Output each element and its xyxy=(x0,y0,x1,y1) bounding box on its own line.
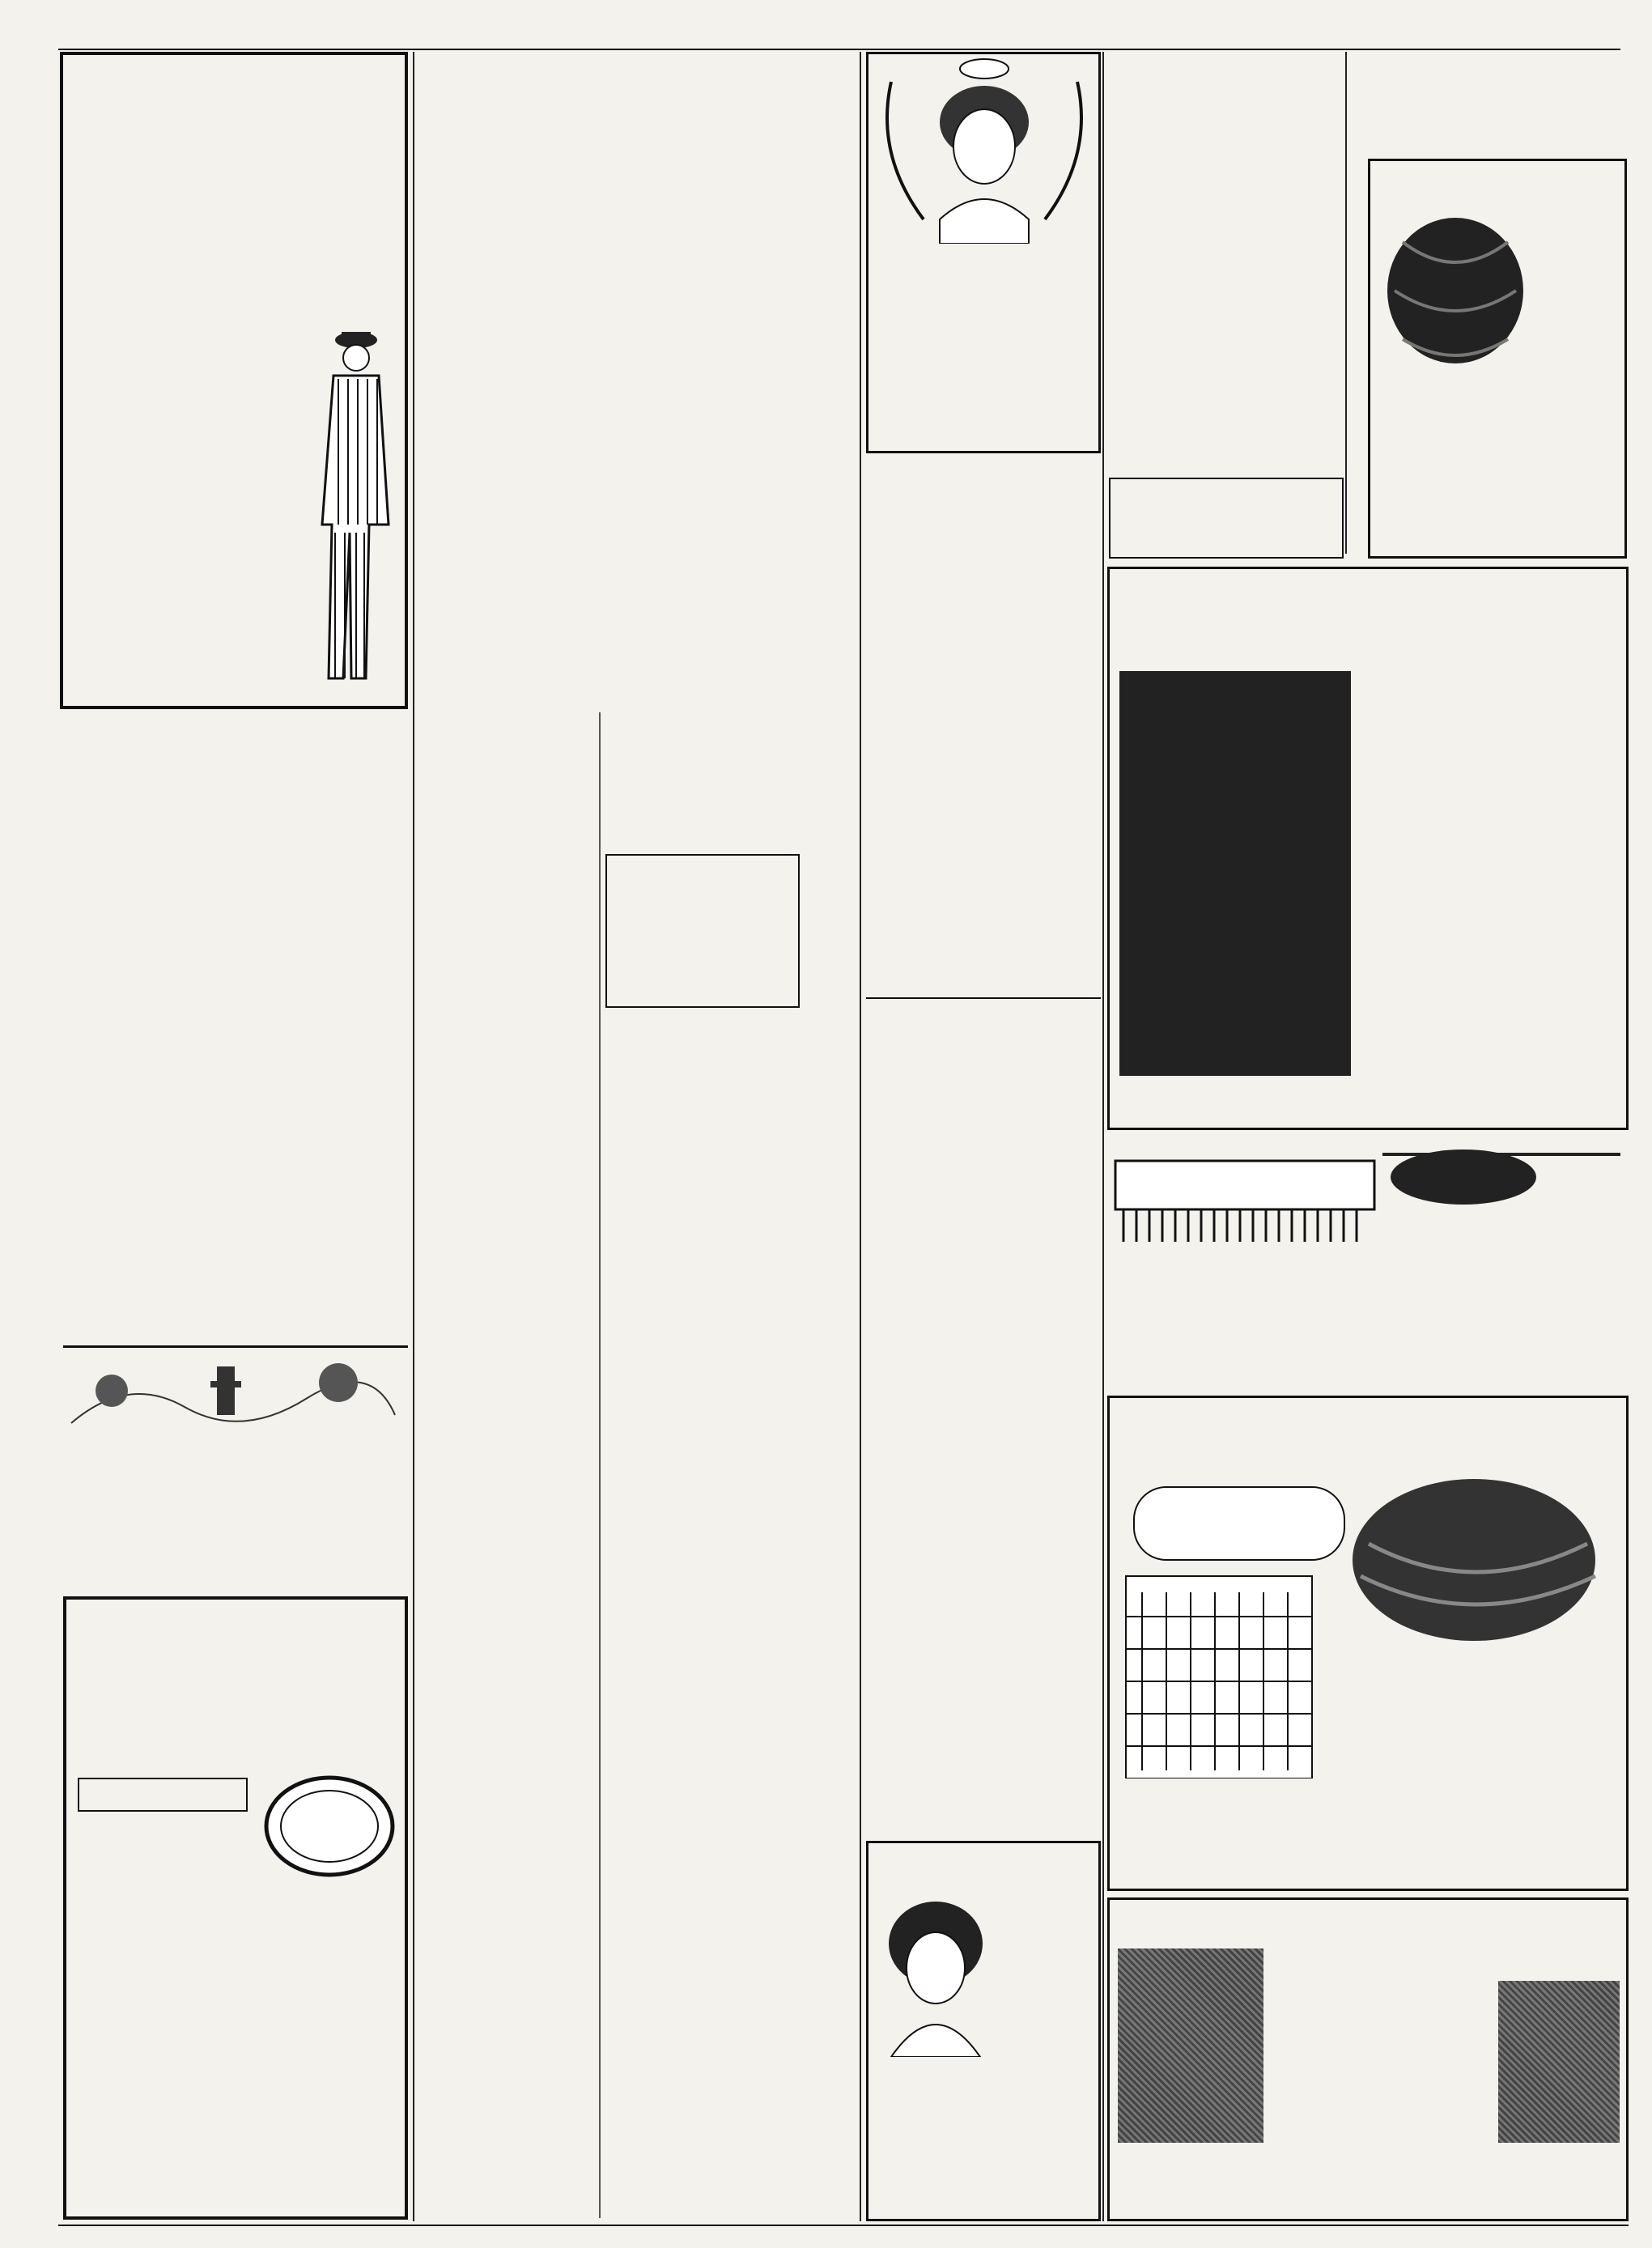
column-rule xyxy=(1102,52,1104,2221)
agents-wanted-box xyxy=(605,854,800,1008)
fits-ad xyxy=(1109,478,1344,559)
slaughter-photo xyxy=(1119,671,1351,1076)
col3-lower xyxy=(605,1211,800,2215)
column-rule xyxy=(413,52,414,2221)
lodge-directory-top-2 xyxy=(609,53,803,709)
slaughter-ad xyxy=(1107,567,1629,1130)
column-rule xyxy=(860,52,861,2221)
column-rule xyxy=(599,712,601,2218)
divider xyxy=(866,997,1101,999)
bottom-rule xyxy=(58,2225,1629,2226)
creole-building-illustration xyxy=(1118,1471,1620,1778)
baum-hair-ad xyxy=(1107,1897,1629,2221)
col5-top xyxy=(1107,53,1342,474)
publication-notice xyxy=(63,1067,408,1342)
divider xyxy=(63,1345,408,1348)
suit-ad xyxy=(60,52,408,709)
column-rule xyxy=(1345,52,1347,554)
hair-switch-illustration xyxy=(1378,210,1532,372)
baum-photo-left xyxy=(1118,1948,1263,2143)
kinky-hair-woman-illustration xyxy=(875,1895,996,2057)
magic-shampoo-ad xyxy=(1107,1137,1629,1387)
col4-news xyxy=(866,458,1101,984)
top-rule xyxy=(58,49,1620,50)
kinky-hair-ad xyxy=(866,1841,1101,2221)
palmer-ad xyxy=(63,1596,408,2220)
creole-hair-ad xyxy=(1107,1396,1629,1891)
lodge-directory-top xyxy=(421,53,604,709)
halo-ad xyxy=(866,52,1101,453)
cemetery-illustration xyxy=(63,1350,403,1431)
palmer-postpaid xyxy=(78,1778,248,1812)
col2-left xyxy=(418,712,601,2218)
picture-notice-6 xyxy=(1350,53,1625,151)
stonestreet-ad xyxy=(63,1350,408,1591)
suit-man-illustration xyxy=(306,322,406,695)
location-notice xyxy=(63,714,408,1062)
andy-powell-story xyxy=(866,997,1101,1831)
farms-ad xyxy=(605,1012,800,1206)
humania-ad xyxy=(1368,159,1627,559)
halo-woman-illustration xyxy=(875,57,1094,244)
baum-photo-right xyxy=(1498,1981,1620,2143)
palmer-jar-illustration xyxy=(261,1770,398,1883)
magic-head xyxy=(1382,1153,1620,1156)
